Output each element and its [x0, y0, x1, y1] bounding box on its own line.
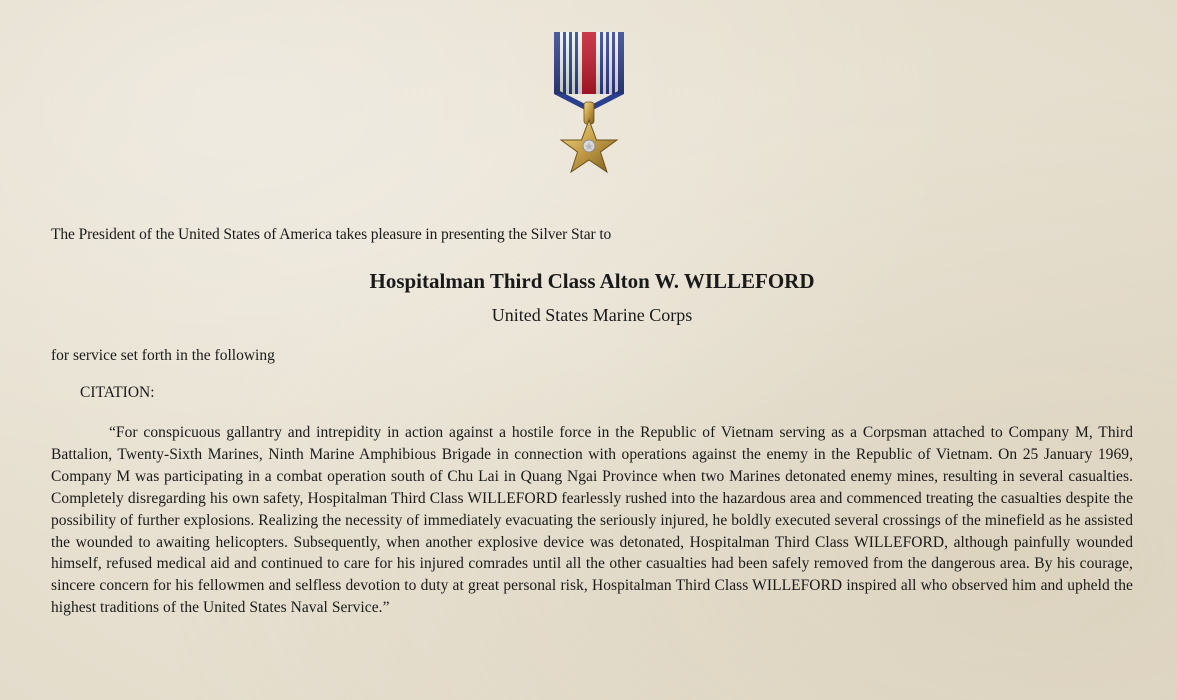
for-service-text: for service set forth in the following [51, 347, 275, 364]
citation-paragraph: “For conspicuous gallantry and intrepidity in action against a hostile force in the Republic of Vietnam serving as a Corpsman attached to Company M, Third Battalion, Twenty-Sixth Marines, Ninth Marine Amphibious Brigade in connection with operations against the enemy in the Republic of Vietnam. On 25 January 1969, Company M was participating in a combat operation south of Chu Lai in Quang Ngai Province when two Marines detonated enemy mines, resulting in several casualties. Completely disregarding his own safety, Hospitalman Third Class WILLEFORD fearlessly rushed into the hazardous area and commenced treating the casualties despite the possibility of further explosions. Realizing the necessity of immediately evacuating the seriously injured, he boldly executed several crossings of the minefield as he assisted the wounded to awaiting helicopters. Subsequently, when another explosive device was detonated, Hospitalman Third Class WILLEFORD, although painfully wounded himself, refused medical aid and continued to care for his injured comrades until all the other casualties had been safely removed from the dangerous area. By his courage, sincere concern for his fellowmen and selfless devotion to duty at great personal risk, Hospitalman Third Class WILLEFORD inspired all who observed him and upheld the highest traditions of the United States Naval Service.” [51, 424, 1133, 617]
recipient-name: Hospitalman Third Class Alton W. WILLEFORD [369, 269, 815, 293]
intro-text: The President of the United States of America takes pleasure in presenting the Silver Star to [51, 226, 612, 243]
service-branch: United States Marine Corps [491, 305, 693, 325]
silver-star-medal-icon [548, 28, 630, 178]
citation-label: CITATION: [80, 384, 155, 401]
